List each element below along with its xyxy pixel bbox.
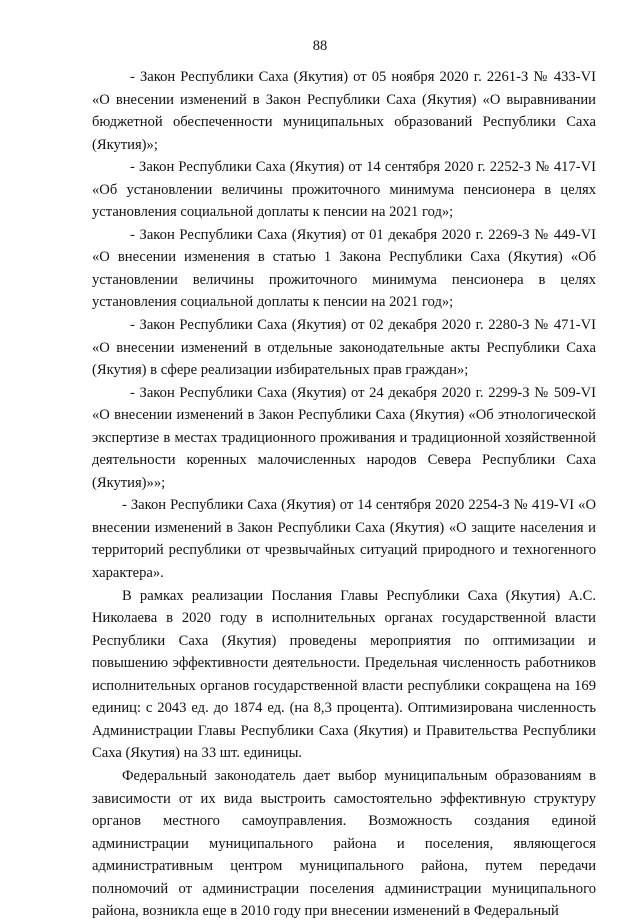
body-paragraph: В рамках реализации Послания Главы Республики Саха (Якутия) А.С. Николаева в 2020 году в исполнительных органах государственной власти Республики Саха (Якутия) проведены мероприятия по оптимизации и повышению эффективности деятельности. Предельная численность работников исполнительных органов государственной власти республики сокращена на 169 единиц: с 2043 ед. до 1874 ед. (на 8,3 процента). Оптимизирована численность Администрации Главы Республики Саха (Якутия) и Правительства Республики Саха (Якутия) на 33 шт. единицы. [92, 587, 596, 762]
law-list-item: - Закон Республики Саха (Якутия) от 01 декабря 2020 г. 2269-З № 449-VI «О внесении изменения в статью 1 Закона Республики Саха (Якутия) «Об установлении величины прожиточного минимума пенсионера в целях установления социальной доплаты к пенсии на 2021 год»; [92, 226, 596, 311]
body-paragraph: Федеральный законодатель дает выбор муниципальным образованиям в зависимости от их вида выстроить самостоятельно эффективную структуру органов местного самоуправления. Возможность создания единой администрации муниципального района и поселения, являющегося административным центром муниципального района, путем передачи полномочий от администрации поселения администрации муниципального района, возникла еще в 2010 году при внесении изменений в Федеральный [92, 767, 596, 920]
law-list-item: - Закон Республики Саха (Якутия) от 02 декабря 2020 г. 2280-З № 471-VI «О внесении изменений в отдельные законодательные акты Республики Саха (Якутия) в сфере реализации избирательных прав граждан»; [92, 317, 596, 379]
law-list-item: - Закон Республики Саха (Якутия) от 05 ноября 2020 г. 2261-З № 433-VI «О внесении изменений в Закон Республики Саха (Якутия) «О выравнивании бюджетной обеспеченности муниципальных образований Республики Саха (Якутия)»; [92, 69, 596, 153]
law-list-item: - Закон Республики Саха (Якутия) от 14 сентября 2020 г. 2252-З № 417-VI «Об установлении величины прожиточного минимума пенсионера в целях установления социальной доплаты к пенсии на 2021 год»; [92, 159, 596, 221]
page-number: 88 [312, 38, 328, 54]
law-list-item: - Закон Республики Саха (Якутия) от 24 декабря 2020 г. 2299-З № 509-VI «О внесении изменений в Закон Республики Саха (Якутия) «Об этнологической экспертизе в местах традиционного проживания и традиционной хозяйственной деятельности коренных малочисленных народов Севера Республики Саха (Якутия)»»; [92, 384, 596, 491]
law-list-item: - Закон Республики Саха (Якутия) от 14 сентября 2020 2254-З № 419-VI «О внесении изменений в Закон Республики Саха (Якутия) «О защите населения и территорий республики от чрезвычайных ситуаций природного и техногенного характера». [92, 497, 596, 582]
document-body [92, 66, 596, 923]
